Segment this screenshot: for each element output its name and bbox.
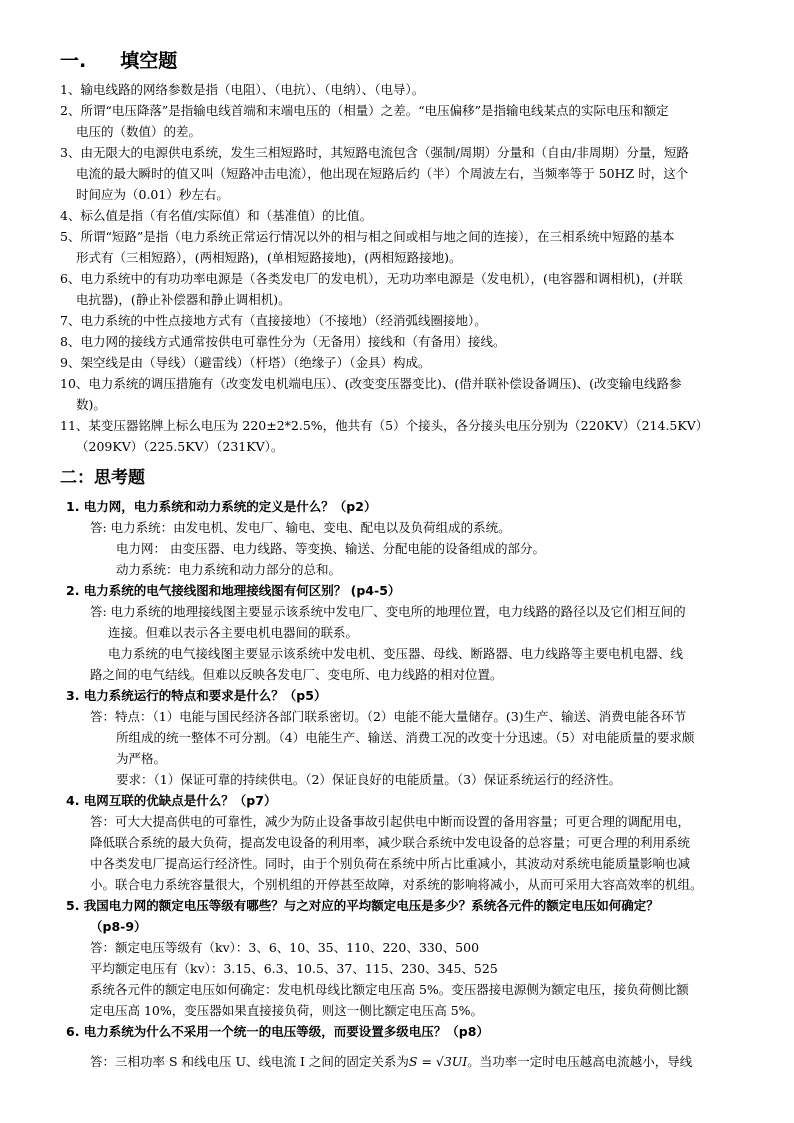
fill-line-11: 11、某变压器铭牌上标么电压为 220±2*2.5%，他共有（5）个接头，各分接头电压分别为（220KV）（214.5KV） <box>60 418 709 433</box>
fill-line-10: 10、电力系统的调压措施有（改变发电机端电压）、(改变变压器变比)、(借并联补偿设备调压)、(改变输电线路参 <box>60 376 682 391</box>
section1-title: 填空题 <box>120 50 178 72</box>
fill-line-6: 6、电力系统中的有功功率电源是（各类发电厂的发电机），无功功率电源是（发电机），(电容器和调相机)，(并联 <box>60 271 683 286</box>
answer-3-line-3: 为严格。 <box>116 751 167 766</box>
question-6: 6. 电力系统为什么不采用一个统一的电压等级，而要设置多级电压？（p8） <box>66 1024 489 1039</box>
answer-2-line-3: 电力系统的电气接线图主要显示该系统中发电机、变压器、母线、断路器、电力线路等主要电机电器、线 <box>108 646 684 661</box>
fill-line-2: 2、所谓“电压降落”是指输电线首端和末端电压的（相量）之差。“电压偏移”是指输电线某点的实际电压和额定 <box>60 103 669 118</box>
fill-line-9: 9、架空线是由（导线）（避雷线）（杆塔）（绝缘子）（金具）构成。 <box>60 355 431 370</box>
answer-4-line-4: 小。联合电力系统容量很大，个别机组的开停甚至故障，对系统的影响将减小，从而可采用大容高效率的机组。 <box>90 877 703 892</box>
fill-line-3c: 时间应为（0.01）秒左右。 <box>76 187 229 202</box>
fill-line-7: 7、电力系统的中性点接地方式有（直接接地）（不接地）（经消弧线圈接地）。 <box>60 313 487 328</box>
fill-line-11b: （209KV）（225.5KV）（231KV）。 <box>76 439 284 454</box>
fill-line-6b: 电抗器)，(静止补偿器和静止调相机)。 <box>76 292 291 307</box>
section2-heading: 二：思考题 <box>60 468 145 488</box>
question-2: 2. 电力系统的电气接线图和地理接线图有何区别？ (p4-5） <box>66 583 401 598</box>
answer-5-line-3: 系统各元件的额定电压如何确定：发电机母线比额定电压高 5%。变压器接电源侧为额定电压，接负荷侧比额 <box>90 982 689 997</box>
answer-6-line-1 <box>90 1052 692 1072</box>
answer-1-line-2: 电力网： 由变压器、电力线路、等变换、输送、分配电能的设备组成的部分。 <box>116 541 545 556</box>
answer-2-line-2: 连接。但难以表示各主要电机电器间的联系。 <box>108 625 359 640</box>
answer-5-line-2: 平均额定电压有（kv）：3.15、6.3、10.5、37、115、230、345、525 <box>90 961 498 976</box>
fill-line-1: 1、输电线路的网络参数是指（电阻）、（电抗）、（电纳）、（电导）。 <box>60 82 425 97</box>
question-1: 1. 电力网，电力系统和动力系统的定义是什么？（p2） <box>66 499 377 514</box>
answer-1-line-1: 答: 电力系统：由发电机、发电厂、输电、变电、配电以及负荷组成的系统。 <box>90 520 511 535</box>
fill-line-5b: 形式有（三相短路），(两相短路)，(单相短路接地)，(两相短路接地)。 <box>76 250 462 265</box>
fill-line-8: 8、电力网的接线方式通常按供电可靠性分为（无备用）接线和（有备用）接线。 <box>60 334 506 349</box>
answer-3-line-2: 所组成的统一整体不可分割。（4）电能生产、输送、消费工况的改变十分迅速。（5）对电能质量的要求颇 <box>116 730 695 745</box>
answer-1-line-3: 动力系统：电力系统和动力部分的总和。 <box>116 562 342 577</box>
section1-heading <box>60 46 177 73</box>
question-5: 5. 我国电力网的额定电压等级有哪些？与之对应的平均额定电压是多少？系统各元件的额定电压如何确定？ <box>66 898 659 913</box>
answer-6-text-before: 答：三相功率 S 和线电压 U、线电流 I 之间的固定关系为 <box>90 1054 409 1069</box>
answer-3-line-1: 答：特点：（1）电能与国民经济各部门联系密切。（2）电能不能大量储存。(3)生产、输送、消费电能各环节 <box>90 709 687 724</box>
answer-2-line-4: 路之间的电气结线。但难以反映各发电厂、变电所、电力线路的相对位置。 <box>90 667 503 682</box>
answer-2-line-1: 答: 电力系统的地理接线图主要显示该系统中发电厂、变电所的地理位置，电力线路的路径以及它们相互间的 <box>90 604 686 619</box>
fill-line-3b: 电流的最大瞬时的值又叫（短路冲击电流），他出现在短路后约（半）个周波左右，当频率等于 50HZ 时，这个 <box>76 166 689 181</box>
fill-line-3: 3、由无限大的电源供电系统，发生三相短路时，其短路电流包含（强制/周期）分量和（自由/非周期）分量，短路 <box>60 145 689 160</box>
power-formula: S = √3UI <box>408 1054 468 1069</box>
answer-4-line-2: 降低联合系统的最大负荷，提高发电设备的利用率，减少联合系统中发电设备的总容量；可更合理的利用系统 <box>90 835 691 850</box>
fill-line-4: 4、标么值是指（有名值/实际值）和（基准值）的比值。 <box>60 208 373 223</box>
section1-number: 一. <box>60 50 87 72</box>
answer-5-line-4: 定电压高 10%，变压器如果直接接负荷，则这一侧比额定电压高 5%。 <box>90 1003 484 1018</box>
answer-3-line-4: 要求：（1）保证可靠的持续供电。（2）保证良好的电能质量。（3）保证系统运行的经济性。 <box>116 772 622 787</box>
question-3: 3. 电力系统运行的特点和要求是什么？（p5） <box>66 688 327 703</box>
answer-6-text-after: 。当功率一定时电压越高电流越小，导线 <box>467 1054 693 1069</box>
question-4: 4. 电网互联的优缺点是什么？（p7） <box>66 793 277 808</box>
answer-5-line-1: 答：额定电压等级有（kv）：3、6、10、35、110、220、330、500 <box>90 940 480 955</box>
fill-line-5: 5、所谓“短路”是指（电力系统正常运行情况以外的相与相之间或相与地之间的连接），在三相系统中短路的基本 <box>60 229 675 244</box>
fill-line-10b: 数)。 <box>76 397 106 412</box>
answer-4-line-1: 答：可大大提高供电的可靠性，减少为防止设备事故引起供电中断而设置的备用容量；可更合理的调配用电， <box>90 814 691 829</box>
question-5-cont: （p8-9） <box>90 919 147 934</box>
fill-line-2b: 电压的（数值）的差。 <box>76 124 202 139</box>
answer-4-line-3: 中各类发电厂提高运行经济性。同时，由于个别负荷在系统中所占比重减小，其波动对系统电能质量影响也减 <box>90 856 691 871</box>
